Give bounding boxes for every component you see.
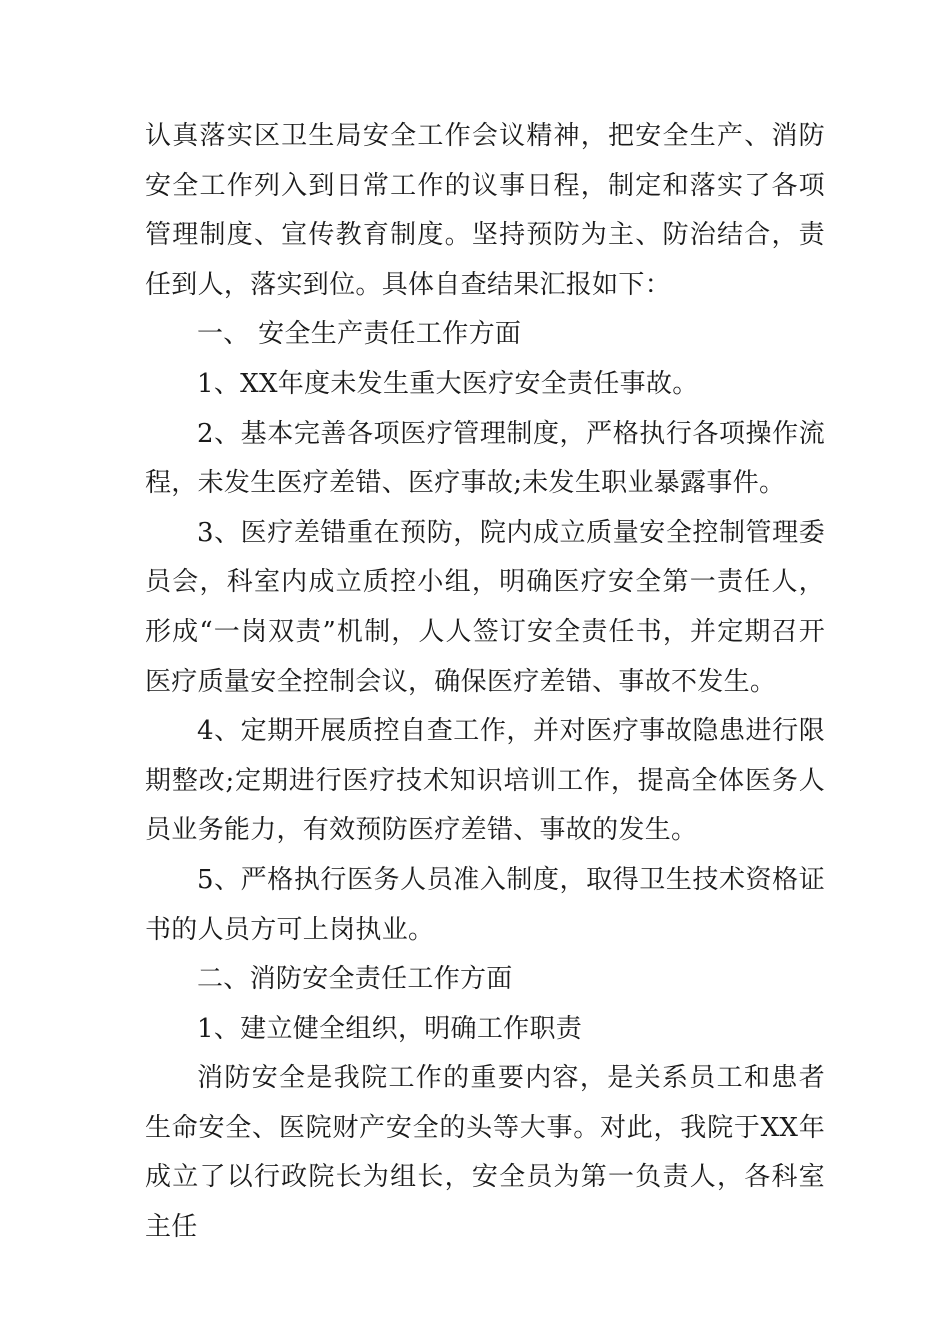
section-heading-safety-production: 一、 安全生产责任工作方面	[197, 319, 522, 350]
document-body	[145, 112, 825, 1253]
section-heading-fire-safety: 二、消防安全责任工作方面	[197, 964, 513, 995]
paragraph-intro-continuation: 认真落实区卫生局安全工作会议精神，把安全生产、消防安全工作列入到日常工作的议事日程，制定和落实了各项管理制度、宣传教育制度。坚持预防为主、防治结合，责任到人，落实到位。具体自查结果汇报如下：	[145, 121, 825, 300]
paragraph-item-1: 1、XX年度未发生重大医疗安全责任事故。	[197, 368, 699, 399]
paragraph-item-4: 4、定期开展质控自查工作，并对医疗事故隐患进行限期整改;定期进行医疗技术知识培训工作，提高全体医务人员业务能力，有效预防医疗差错、事故的发生。	[145, 716, 825, 846]
paragraph-item-3: 3、医疗差错重在预防，院内成立质量安全控制管理委员会，科室内成立质控小组，明确医疗安全第一责任人，形成“一岗双责”机制，人人签订安全责任书，并定期召开医疗质量安全控制会议，确保医疗差错、事故不发生。	[145, 517, 825, 697]
subheading-organization: 1、建立健全组织，明确工作职责	[197, 1013, 583, 1044]
paragraph-item-5: 5、严格执行医务人员准入制度，取得卫生技术资格证书的人员方可上岗执业。	[145, 864, 825, 945]
paragraph-fire-safety-body: 消防安全是我院工作的重要内容，是关系员工和患者生命安全、医院财产安全的头等大事。对此，我院于XX年成立了以行政院长为组长，安全员为第一负责人，各科室主任	[145, 1063, 825, 1243]
paragraph-item-2: 2、基本完善各项医疗管理制度，严格执行各项操作流程，未发生医疗差错、医疗事故;未发生职业暴露事件。	[145, 418, 825, 499]
